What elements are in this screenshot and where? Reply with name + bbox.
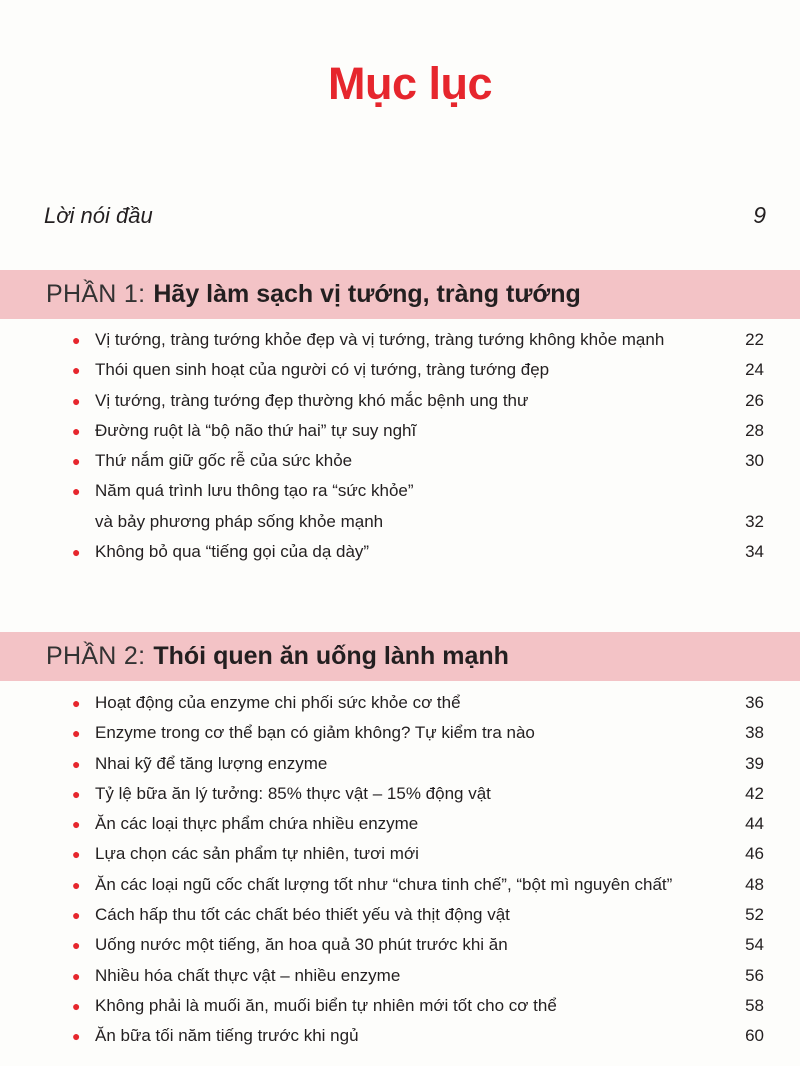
bullet-icon: ●	[72, 846, 81, 863]
part-2-list	[0, 688, 800, 1052]
bullet-icon: ●	[72, 392, 81, 409]
toc-entry[interactable]	[0, 809, 800, 839]
toc-entry-text: Nhiều hóa chất thực vật – nhiều enzyme	[95, 965, 401, 985]
bullet-icon: ●	[72, 332, 81, 348]
toc-entry-text: Thứ nắm giữ gốc rễ của sức khỏe	[95, 451, 353, 471]
part-2-title: Thói quen ăn uống lành mạnh	[153, 642, 509, 670]
toc-entry[interactable]	[0, 1021, 800, 1051]
toc-entry-page: 32	[745, 511, 764, 531]
toc-entry-page: 54	[745, 935, 764, 955]
bullet-icon: ●	[72, 816, 81, 833]
toc-entry[interactable]	[0, 870, 800, 900]
toc-entry[interactable]	[0, 325, 800, 355]
part-2-number: PHẦN 2:	[46, 642, 146, 670]
bullet-icon: ●	[72, 362, 81, 379]
toc-entry-page: 58	[745, 995, 764, 1015]
bullet-icon: ●	[72, 483, 81, 500]
toc-entry-text: Không phải là muối ăn, muối biển tự nhiên mới tốt cho cơ thể	[95, 995, 557, 1015]
preface-page: 9	[753, 202, 766, 228]
toc-entry-continuation[interactable]	[0, 507, 800, 537]
toc-entry[interactable]	[0, 779, 800, 809]
toc-entry-page: 24	[745, 360, 764, 380]
bullet-icon: ●	[72, 544, 81, 561]
bullet-icon: ●	[72, 937, 81, 954]
toc-entry[interactable]	[0, 537, 800, 567]
toc-entry-page: 22	[745, 330, 764, 349]
part-1-title: Hãy làm sạch vị tướng, tràng tướng	[153, 280, 581, 308]
bullet-icon: ●	[72, 725, 81, 742]
part-1-list	[0, 325, 800, 567]
toc-entry-text: Vị tướng, tràng tướng đẹp thường khó mắc bệnh ung thư	[95, 390, 529, 410]
bullet-icon: ●	[72, 997, 81, 1014]
toc-entry-text: Ăn các loại ngũ cốc chất lượng tốt như “chưa tinh chế”, “bột mì nguyên chất”	[95, 874, 673, 894]
toc-entry-text: Cách hấp thu tốt các chất béo thiết yếu và thịt động vật	[95, 905, 510, 925]
bullet-icon: ●	[72, 755, 81, 772]
preface-label: Lời nói đầu	[44, 203, 153, 228]
toc-entry[interactable]	[0, 900, 800, 930]
toc-entry-text: Hoạt động của enzyme chi phối sức khỏe cơ thể	[95, 693, 461, 712]
toc-entry-text: Uống nước một tiếng, ăn hoa quả 30 phút trước khi ăn	[95, 935, 508, 955]
bullet-icon: ●	[72, 907, 81, 924]
bullet-icon: ●	[72, 1028, 81, 1045]
toc-entry[interactable]	[0, 446, 800, 476]
toc-entry-page: 30	[745, 451, 764, 471]
part-2-heading[interactable]	[0, 632, 800, 681]
toc-entry[interactable]	[0, 930, 800, 960]
toc-entry-page: 60	[745, 1026, 764, 1046]
toc-entry-text: Ăn các loại thực phẩm chứa nhiều enzyme	[95, 814, 419, 834]
toc-entry-page: 46	[745, 844, 764, 864]
toc-entry-page: 36	[745, 693, 764, 712]
toc-entry-text: Tỷ lệ bữa ăn lý tưởng: 85% thực vật – 15% động vật	[95, 783, 491, 803]
bullet-icon: ●	[72, 422, 81, 439]
toc-entry-text: Thói quen sinh hoạt của người có vị tướng, tràng tướng đẹp	[95, 360, 550, 380]
toc-entry-text: Vị tướng, tràng tướng khỏe đẹp và vị tướng, tràng tướng không khỏe mạnh	[95, 330, 665, 349]
toc-entry-page: 28	[745, 420, 764, 440]
toc-entry[interactable]	[0, 476, 800, 506]
toc-entry-text: và bảy phương pháp sống khỏe mạnh	[95, 511, 384, 531]
toc-entry[interactable]	[0, 749, 800, 779]
toc-entry-text: Năm quá trình lưu thông tạo ra “sức khỏe”	[95, 481, 414, 501]
toc-entry[interactable]	[0, 839, 800, 869]
page-title: Mục lục	[327, 58, 493, 109]
toc-entry-page: 34	[745, 542, 764, 562]
toc-entry-text: Đường ruột là “bộ não thứ hai” tự suy nghĩ	[95, 420, 417, 440]
bullet-icon: ●	[72, 785, 81, 802]
toc-entry-text: Lựa chọn các sản phẩm tự nhiên, tươi mới	[95, 844, 419, 864]
toc-entry-page: 38	[745, 723, 764, 743]
toc-entry-page: 48	[745, 874, 764, 894]
toc-preface[interactable]	[44, 202, 766, 229]
toc-entry-page: 26	[745, 390, 764, 410]
bullet-icon: ●	[72, 453, 81, 470]
toc-entry[interactable]	[0, 961, 800, 991]
toc-entry[interactable]	[0, 355, 800, 385]
part-1-number: PHẦN 1:	[46, 280, 146, 308]
toc-entry[interactable]	[0, 991, 800, 1021]
toc-entry-text: Enzyme trong cơ thể bạn có giảm không? Tự kiểm tra nào	[95, 723, 535, 743]
toc-entry-page: 39	[745, 753, 764, 773]
toc-entry[interactable]	[0, 416, 800, 446]
toc-entry[interactable]	[0, 688, 800, 718]
toc-entry-page: 52	[745, 905, 764, 925]
toc-entry-page: 56	[745, 965, 764, 985]
toc-entry-text: Không bỏ qua “tiếng gọi của dạ dày”	[95, 542, 370, 562]
toc-entry-text: Nhai kỹ để tăng lượng enzyme	[95, 753, 328, 773]
toc-entry-text: Ăn bữa tối năm tiếng trước khi ngủ	[95, 1026, 359, 1046]
bullet-icon: ●	[72, 695, 81, 711]
toc-entry-page: 42	[745, 783, 764, 803]
toc-entry[interactable]	[0, 718, 800, 748]
bullet-icon: ●	[72, 876, 81, 893]
bullet-icon: ●	[72, 967, 81, 984]
part-1-heading[interactable]	[0, 270, 800, 319]
toc-entry[interactable]	[0, 386, 800, 416]
toc-entry-page: 44	[745, 814, 764, 834]
